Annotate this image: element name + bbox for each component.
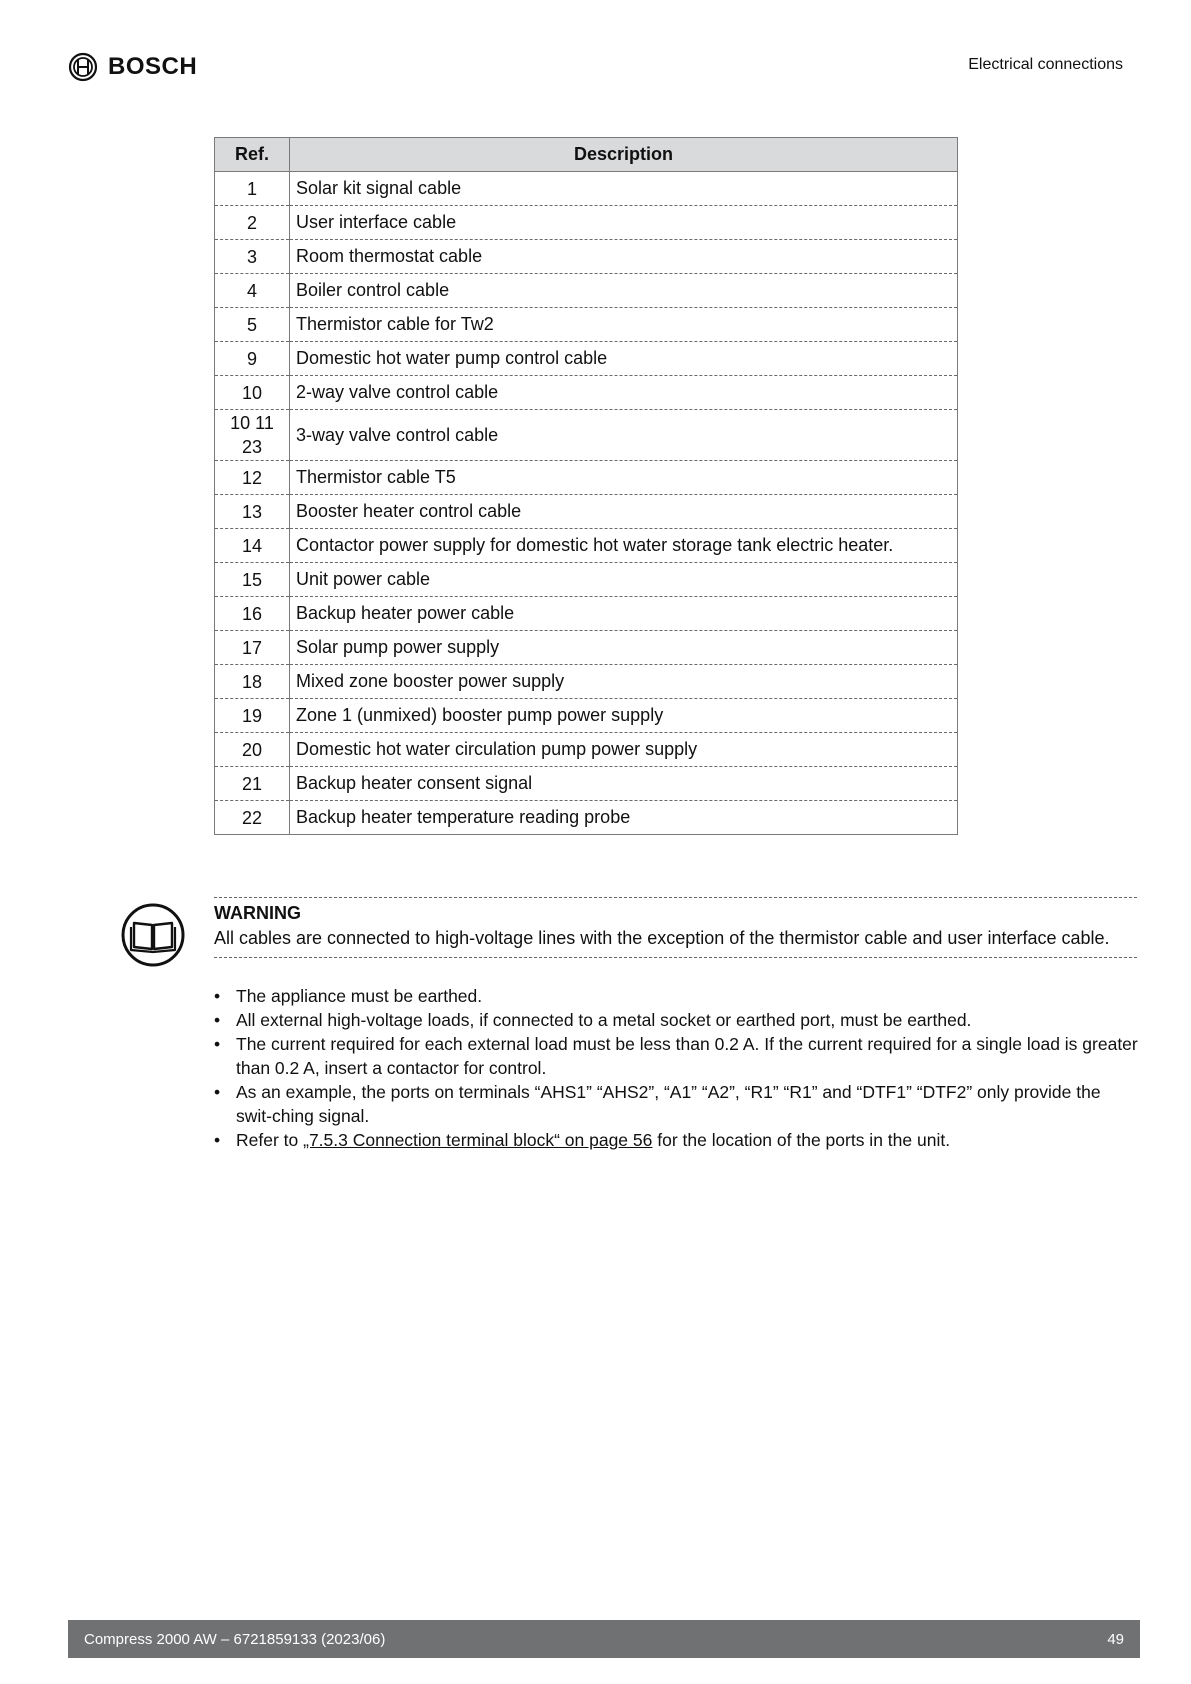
table-row (215, 240, 958, 274)
description-cell: Contactor power supply for domestic hot water storage tank electric heater. (290, 529, 958, 563)
description-cell: Zone 1 (unmixed) booster pump power supply (290, 699, 958, 733)
table-row (215, 597, 958, 631)
ref-cell: 4 (215, 274, 290, 308)
description-cell: Solar kit signal cable (290, 172, 958, 206)
table-row (215, 308, 958, 342)
list-item: • The current required for each external load must be less than 0.2 A. If the current required for a single load is greater than 0.2 A, insert a contactor for control. (214, 1032, 1138, 1080)
ref-cell: 3 (215, 240, 290, 274)
warning-title: WARNING (214, 903, 301, 923)
column-header-description: Description (290, 138, 958, 172)
ref-cell: 1 (215, 172, 290, 206)
table-row (215, 563, 958, 597)
table-row (215, 274, 958, 308)
table-row (215, 699, 958, 733)
document-id: Compress 2000 AW – 6721859133 (2023/06) (84, 1630, 386, 1648)
connection-terminal-block-link[interactable]: „7.5.3 Connection terminal block“ on page 56 (303, 1130, 653, 1150)
table-row (215, 495, 958, 529)
open-book-icon (120, 902, 186, 968)
table-row (215, 410, 958, 461)
ref-cell: 2 (215, 206, 290, 240)
description-cell: 2-way valve control cable (290, 376, 958, 410)
brand-name: BOSCH (108, 53, 198, 80)
page-footer (68, 1620, 1140, 1658)
table-row (215, 801, 958, 835)
description-cell: User interface cable (290, 206, 958, 240)
list-item: • As an example, the ports on terminals “AHS1” “AHS2”, “A1” “A2”, “R1” “R1” and “DTF1” “DTF2” only provide the swit-ching signal. (214, 1080, 1138, 1128)
ref-cell: 9 (215, 342, 290, 376)
column-header-ref: Ref. (215, 138, 290, 172)
description-cell: Mixed zone booster power supply (290, 665, 958, 699)
table-row (215, 342, 958, 376)
warning-divider-top (214, 897, 1137, 898)
description-cell: Unit power cable (290, 563, 958, 597)
table-row (215, 172, 958, 206)
ref-cell: 17 (215, 631, 290, 665)
section-title: Electrical connections (968, 56, 1123, 73)
list-item: • All external high-voltage loads, if connected to a metal socket or earthed port, must be earthed. (214, 1008, 1138, 1032)
description-cell: Boiler control cable (290, 274, 958, 308)
ref-cell: 12 (215, 461, 290, 495)
description-cell: Thermistor cable for Tw2 (290, 308, 958, 342)
ref-cell: 5 (215, 308, 290, 342)
list-item: • The appliance must be earthed. (214, 984, 1138, 1008)
table-row (215, 631, 958, 665)
table-row (215, 733, 958, 767)
table-row (215, 767, 958, 801)
cable-reference-table (214, 137, 958, 835)
description-cell: Thermistor cable T5 (290, 461, 958, 495)
description-cell: Room thermostat cable (290, 240, 958, 274)
reference-prefix: Refer to (236, 1130, 304, 1150)
description-cell: Domestic hot water pump control cable (290, 342, 958, 376)
ref-cell: 15 (215, 563, 290, 597)
ref-cell: 22 (215, 801, 290, 835)
ref-cell: 14 (215, 529, 290, 563)
notes-list (214, 984, 1138, 1152)
description-cell: Backup heater consent signal (290, 767, 958, 801)
ref-cell: 18 (215, 665, 290, 699)
description-cell: Backup heater temperature reading probe (290, 801, 958, 835)
table-row (215, 529, 958, 563)
warning-icon-wrapper (120, 902, 186, 973)
description-cell: Solar pump power supply (290, 631, 958, 665)
brand-logo (68, 52, 197, 82)
ref-cell: 10 11 23 (215, 410, 290, 461)
reference-suffix: for the location of the ports in the unit. (652, 1130, 951, 1150)
description-cell: 3-way valve control cable (290, 410, 958, 461)
ref-cell: 10 (215, 376, 290, 410)
ref-cell: 16 (215, 597, 290, 631)
table-header-row (215, 138, 958, 172)
ref-cell: 13 (215, 495, 290, 529)
description-cell: Backup heater power cable (290, 597, 958, 631)
warning-text: All cables are connected to high-voltage lines with the exception of the thermistor cable and user interface cable. (214, 928, 1110, 948)
ref-cell: 19 (215, 699, 290, 733)
ref-cell: 21 (215, 767, 290, 801)
description-cell: Domestic hot water circulation pump power supply (290, 733, 958, 767)
description-cell: Booster heater control cable (290, 495, 958, 529)
table-row (215, 665, 958, 699)
table-row (215, 461, 958, 495)
warning-divider-bottom (214, 957, 1137, 958)
list-item (214, 1128, 1138, 1152)
table-row (215, 206, 958, 240)
bosch-armature-logo-icon (68, 52, 98, 82)
table-row (215, 376, 958, 410)
ref-cell: 20 (215, 733, 290, 767)
page-number: 49 (1107, 1630, 1124, 1648)
